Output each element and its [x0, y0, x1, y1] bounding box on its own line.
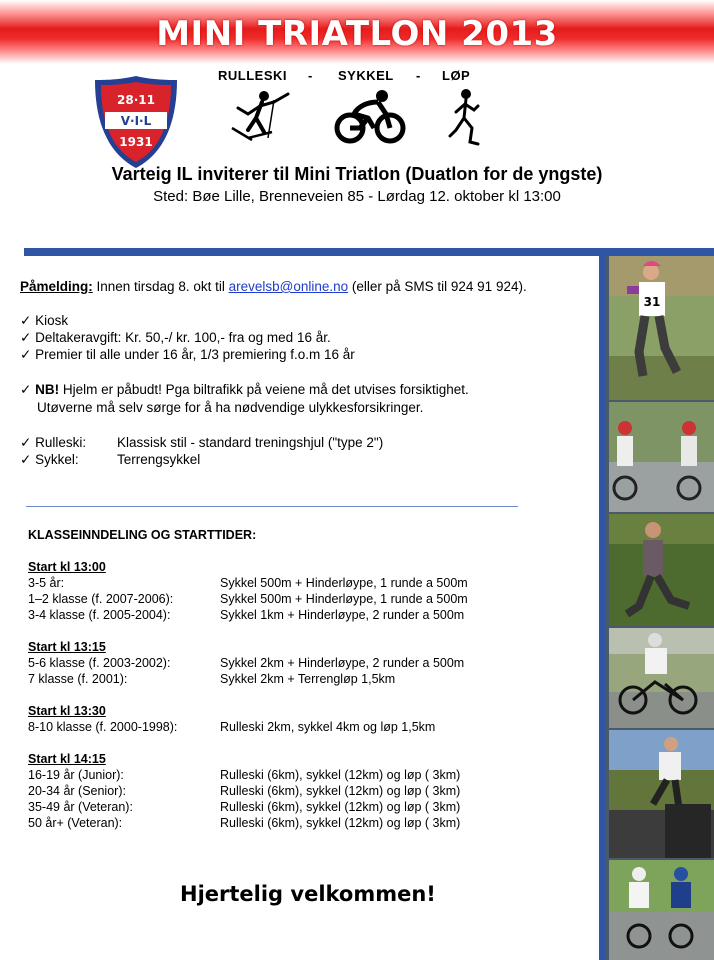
check-icon: ✓	[20, 382, 32, 397]
class-name: 3-5 år:	[28, 576, 65, 590]
info-item: ✓ Kiosk	[20, 313, 69, 328]
registration-line	[20, 279, 527, 294]
registration-email-link[interactable]: arevelsb@online.no	[228, 279, 349, 294]
registration-label: Påmelding:	[20, 279, 93, 294]
notice-label: NB!	[35, 382, 60, 397]
discipline-rulleski: RULLESKI	[218, 68, 287, 83]
start-time-1315: Start kl 13:15	[28, 640, 106, 654]
registration-sms: (eller på SMS til 924 91 924).	[348, 279, 527, 294]
start-time-1330: Start kl 13:30	[28, 704, 106, 718]
classes-heading: KLASSEINNDELING OG STARTTIDER:	[28, 528, 257, 542]
info-item: ✓ Deltakeravgift: Kr. 50,-/ kr. 100,- fra og med 16 år.	[20, 330, 331, 345]
registration-text: Innen tirsdag 8. okt til	[92, 279, 229, 294]
class-name: 1–2 klasse (f. 2007-2006):	[28, 592, 174, 606]
class-course: Sykkel 500m + Hinderløype, 1 runde a 500m	[220, 576, 468, 590]
title-banner	[0, 0, 714, 64]
class-course: Rulleski (6km), sykkel (12km) og løp ( 3km)	[220, 800, 461, 814]
check-icon: ✓	[20, 347, 32, 362]
start-time-1300: Start kl 13:00	[28, 560, 106, 574]
check-icon: ✓	[20, 330, 32, 345]
discipline-sykkel: SYKKEL	[338, 68, 394, 83]
equipment-rulleski: ✓ Rulleski:	[20, 435, 87, 450]
notice-line-2: Utøverne må selv sørge for å ha nødvendige ulykkesforsikringer.	[37, 400, 424, 415]
welcome-text: Hjertelig velkommen!	[180, 882, 436, 906]
class-course: Sykkel 1km + Hinderløype, 2 runder a 500m	[220, 608, 465, 622]
equipment-sykkel: ✓ Sykkel:	[20, 452, 79, 467]
photo-kids-bikes	[609, 860, 714, 960]
photo-runner-man	[609, 514, 714, 626]
start-time-1415: Start kl 14:15	[28, 752, 106, 766]
class-name: 20-34 år (Senior):	[28, 784, 126, 798]
check-icon: ✓	[20, 435, 32, 450]
roller-ski-icon	[228, 88, 292, 146]
check-icon: ✓	[20, 313, 32, 328]
discipline-separator: -	[416, 68, 421, 83]
class-course: Sykkel 500m + Hinderløype, 1 runde a 500m	[220, 592, 468, 606]
photo-young-cyclists	[609, 402, 714, 512]
venue-line: Sted: Bøe Lille, Brenneveien 85 - Lørdag 12. oktober kl 13:00	[153, 188, 561, 205]
class-course: Rulleski (6km), sykkel (12km) og løp ( 3km)	[220, 768, 461, 782]
photo-bike-rider	[609, 628, 714, 728]
invitation-heading: Varteig IL inviterer til Mini Triatlon (Duatlon for de yngste)	[111, 164, 603, 184]
class-name: 35-49 år (Veteran):	[28, 800, 133, 814]
class-name: 3-4 klasse (f. 2005-2004):	[28, 608, 171, 622]
info-item: ✓ Premier til alle under 16 år, 1/3 premiering f.o.m 16 år	[20, 347, 355, 362]
class-name: 7 klasse (f. 2001):	[28, 672, 128, 686]
runner-icon	[444, 88, 488, 146]
check-icon: ✓	[20, 452, 32, 467]
bib-number: 31	[643, 295, 661, 309]
section-divider	[26, 506, 518, 507]
equipment-sykkel-desc: Terrengsykkel	[117, 452, 201, 467]
class-name: 16-19 år (Junior):	[28, 768, 124, 782]
class-name: 5-6 klasse (f. 2003-2002):	[28, 656, 171, 670]
photo-column	[605, 256, 714, 960]
frame-bar-top	[24, 248, 714, 256]
class-course: Rulleski (6km), sykkel (12km) og løp ( 3km)	[220, 816, 461, 830]
logo-initials: V·I·L	[120, 114, 152, 128]
club-logo	[93, 74, 179, 170]
notice-line: ✓ NB! Hjelm er påbudt! Pga biltrafikk på veiene må det utvises forsiktighet.	[20, 382, 469, 397]
discipline-lop: LØP	[442, 68, 471, 83]
class-course: Sykkel 2km + Hinderløype, 2 runder a 500m	[220, 656, 465, 670]
class-course: Sykkel 2km + Terrengløp 1,5km	[220, 672, 396, 686]
equipment-rulleski-desc: Klassisk stil - standard treningshjul ("type 2")	[117, 435, 384, 450]
class-name: 8-10 klasse (f. 2000-1998):	[28, 720, 178, 734]
class-course: Rulleski (6km), sykkel (12km) og løp ( 3km)	[220, 784, 461, 798]
page-title: MINI TRIATLON 2013	[156, 14, 558, 54]
class-course: Rulleski 2km, sykkel 4km og løp 1,5km	[220, 720, 436, 734]
discipline-separator: -	[308, 68, 313, 83]
class-name: 50 år+ (Veteran):	[28, 816, 123, 830]
photo-obstacle-jump	[609, 730, 714, 858]
cyclist-icon	[334, 88, 406, 146]
logo-date: 28·11	[117, 93, 155, 107]
logo-year: 1931	[119, 135, 153, 149]
photo-runner-girl	[609, 256, 714, 400]
